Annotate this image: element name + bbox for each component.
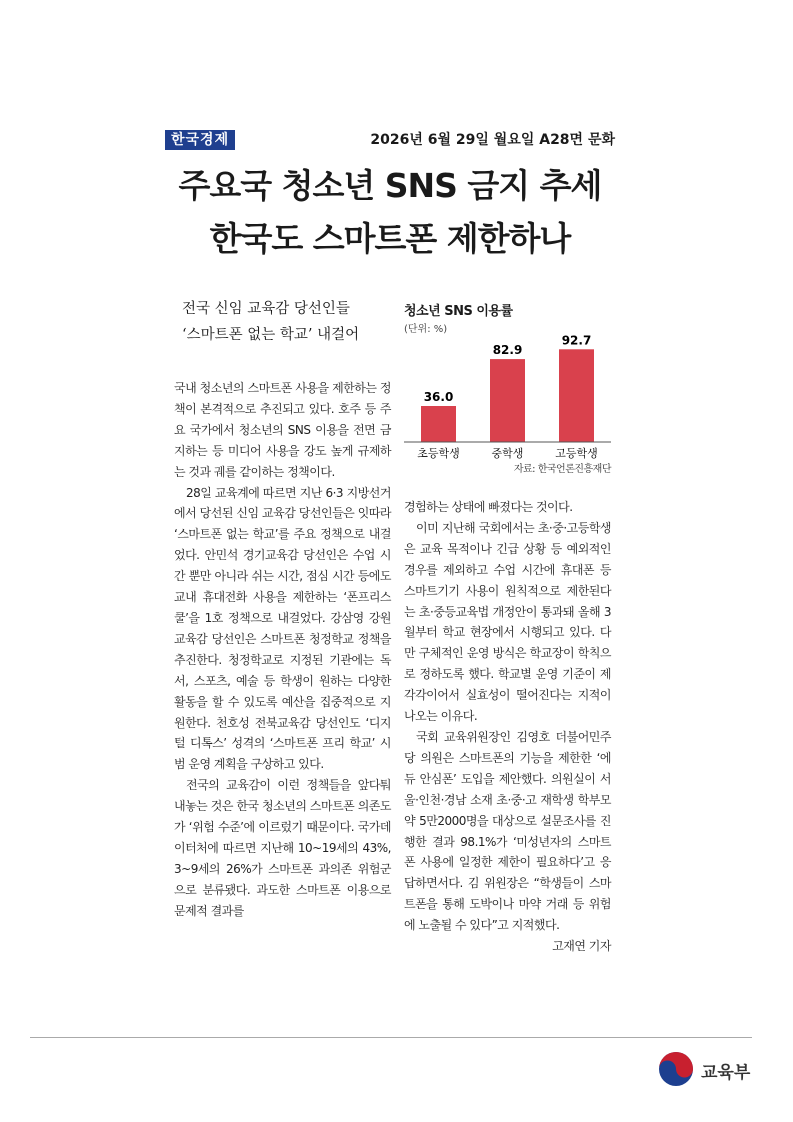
article-paragraph: 28일 교육계에 따르면 지난 6·3 지방선거에서 당선된 신임 교육감 당선인들은 잇따라 ‘스마트폰 없는 학교’를 주요 정책으로 내걸었다. 안민석 경기교육감 당선인은 수업 시간 뿐만 아니라 쉬는 시간, 점심 시간 등에도 교내 휴대전화 사용을 제한하는 ‘폰프리스쿨’을 1호 정책으로 내걸었다. 강삼영 강원교육감 당선인은 스마트폰 청정학교 정책을 추진한다. 청정학교로 지정된 기관에는 독서, 스포츠, 예술 등 학생이 원하는 다양한 활동을 할 수 있도록 예산을 집중적으로 지원한다. 천호성 전북교육감 당선인도 ‘디지털 디톡스’ 성격의 ‘스마트폰 프리 학교’ 시범 운영 계획을 구상하고 있다.: [174, 485, 391, 772]
taegeuk-icon: [657, 1050, 695, 1088]
subheadline-line-1: 전국 신임 교육감 당선인들: [182, 301, 350, 317]
article-column-left: [174, 378, 391, 922]
footer-divider: [30, 1037, 752, 1038]
article-header: [165, 130, 615, 152]
chart-category-label: 고등학생: [555, 447, 598, 460]
publication-info: 2026년 6월 29일 월요일 A28면 문화: [370, 132, 615, 148]
ministry-logo-text: 교육부: [701, 1063, 751, 1083]
headline-line-2: 한국도 스마트폰 제한하나: [209, 219, 571, 258]
article-paragraph: 전국의 교육감이 이런 정책들을 앞다퉈 내놓는 것은 한국 청소년의 스마트폰 의존도가 ‘위험 수준’에 이르렀기 때문이다. 국가데이터처에 따르면 지난해 10~19세의 43%, 3~9세의 26%가 스마트폰 과의존 위험군으로 분류됐다. 과도한 스마트폰 이용으로 문제적 결과를: [174, 778, 391, 918]
article-paragraph-text: 국회 교육위원장인 김영호 더불어민주당 의원은 스마트폰의 기능을 제한한 ‘에듀 안심폰’ 도입을 제안했다. 의원실이 서울·인천·경남 소재 초·중·고 재학생 학부모 약 5만2000명을 대상으로 설문조사를 진행한 결과 98.1%가 ‘미성년자의 스마트폰 사용에 일정한 제한이 필요하다’고 응답하면서다. 김 위원장은 “학생들이 스마트폰을 통해 도박이나 마약 거래 등 위험에 노출될 수 있다”고 지적했다.: [404, 729, 611, 933]
headline-line-1: 주요국 청소년 SNS 금지 추세: [178, 166, 602, 205]
chart-unit: (단위: %): [404, 324, 448, 335]
chart-category-label: 초등학생: [417, 447, 460, 460]
chart-category-label: 중학생: [491, 447, 524, 460]
article-paragraph: 국내 청소년의 스마트폰 사용을 제한하는 정책이 본격적으로 추진되고 있다. 호주 등 주요 국가에서 청소년의 SNS 이용을 전면 금지하는 등 미디어 사용을 강도 높게 규제하는 것과 궤를 같이하는 정책이다.: [174, 381, 391, 479]
article-paragraph: 경험하는 상태에 빠졌다는 것이다.: [404, 500, 573, 514]
newspaper-masthead: 한국경제: [165, 130, 235, 150]
subheadline-line-2: ‘스마트폰 없는 학교’ 내걸어: [182, 327, 360, 343]
sns-usage-chart: [404, 300, 611, 480]
chart-bar: [559, 349, 594, 442]
chart-plot: [404, 300, 611, 480]
chart-value-label: 82.9: [492, 343, 523, 358]
subheadline: [182, 296, 392, 348]
chart-source: 자료: 한국언론진흥재단: [513, 464, 611, 475]
chart-bar: [490, 359, 525, 442]
chart-bar: [421, 406, 456, 442]
article-column-right: [404, 497, 611, 957]
byline: 고재연 기자: [552, 939, 611, 954]
chart-value-label: 36.0: [423, 390, 454, 404]
chart-value-label: 92.7: [561, 333, 592, 348]
ministry-logo: [657, 1048, 753, 1088]
article-paragraph: [404, 727, 611, 954]
article-paragraph: 이미 지난해 국회에서는 초·중·고등학생은 교육 목적이나 긴급 상황 등 예외적인 경우를 제외하고 수업 시간에 휴대폰 등 스마트기기 사용이 원칙적으로 제한된다는 초·중등교육법 개정안이 통과돼 올해 3월부터 학교 현장에서 시행되고 있다. 다만 구체적인 운영 방식은 학교장이 학칙으로 정하도록 했다. 학교별 운영 기준이 제각각이어서 실효성이 떨어진다는 지적이 나오는 이유다.: [404, 520, 611, 724]
chart-title: 청소년 SNS 이용률: [404, 304, 513, 319]
